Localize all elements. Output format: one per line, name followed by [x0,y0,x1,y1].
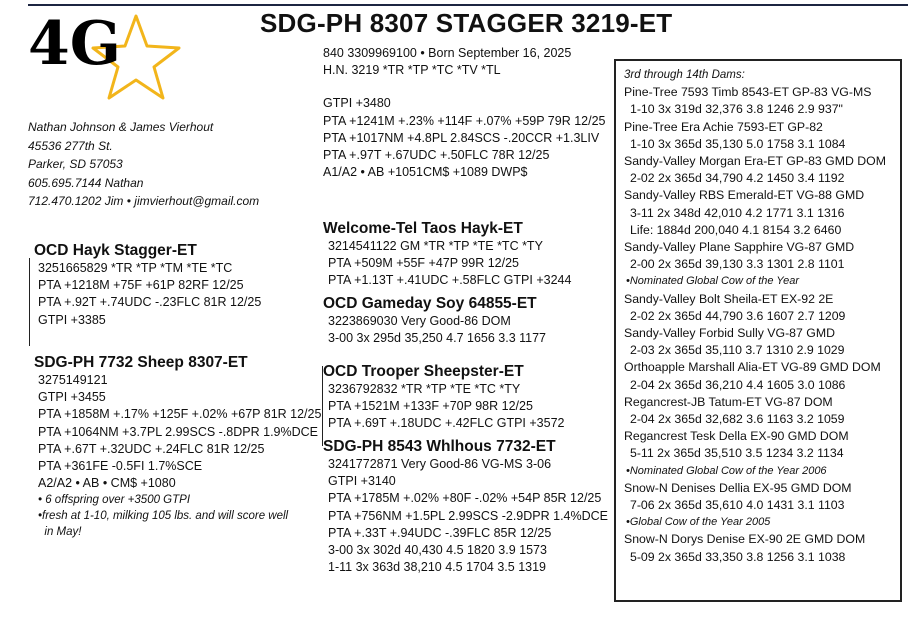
dam-ancestor-record: 7-06 2x 365d 35,610 4.0 1431 3.1 1103 [630,498,845,513]
dam-ancestor-name: Regancrest Tesk Della EX-90 GMD DOM [624,429,849,444]
dam-ancestor-record: Life: 1884d 200,040 4.1 8154 3.2 6460 [630,222,842,237]
animal-info [323,45,606,181]
contact-phone-jim-email: 712.470.1202 Jim • jimvierhout@gmail.com [28,194,260,208]
sires-sire-line: PTA +1.13T +.41UDC +.58FLC GTPI +3244 [328,273,572,288]
dam-note: •fresh at 1-10, milking 105 lbs. and will score well [38,510,289,523]
dams-dam-block [323,438,608,576]
dam-ancestor-name: Sandy-Valley RBS Emerald-ET VG-88 GMD [624,188,865,203]
sire-line: PTA +.92T +.74UDC -.23FLC 81R 12/25 [38,295,262,310]
dam-line: A2/A2 • AB • CM$ +1080 [38,476,176,491]
dam-ancestor-name: Sandy-Valley Bolt Sheila-ET EX-92 2E [624,291,834,306]
registration-line: 840 3309969100 • Born September 16, 2025 [323,46,572,60]
contact-info [28,118,259,211]
pta-line: PTA +1017NM +4.8PL 2.84SCS -.20CCR +1.3LIV [323,130,600,145]
dam-ancestor-record: 2-02 2x 365d 44,790 3.6 1607 2.7 1209 [630,308,846,323]
pedigree-connector [29,258,30,346]
sires-dam-line: 3-00 3x 295d 35,250 4.7 1656 3.3 1177 [328,331,547,346]
dams-sire-line: 3236792832 *TR *TP *TE *TC *TY [328,382,521,396]
sires-dam-block [323,295,546,347]
spacer [323,79,606,95]
dams-dam-line: GTPI +3140 [328,474,396,489]
dam-ancestor-name: Sandy-Valley Plane Sapphire VG-87 GMD [624,240,855,255]
sires-sire-name: Welcome-Tel Taos Hayk-ET [323,220,523,237]
logo-text: 4G [28,9,121,79]
dam-ancestor-name: Pine-Tree Era Achie 7593-ET GP-82 [624,119,823,134]
dams-box [614,59,902,602]
herd-number-line: H.N. 3219 *TR *TP *TC *TV *TL [323,63,501,78]
dams-dam-line: 3241772871 Very Good-86 VG-MS 3-06 [328,457,552,471]
dam-note: • 6 offspring over +3500 GTPI [38,494,191,507]
dam-line: 3275149121 [38,373,108,387]
genotype-line: A1/A2 • AB +1051CM$ +1089 DWP$ [323,165,528,180]
dams-heading: 3rd through 14th Dams: [624,69,745,81]
dam-line: PTA +.67T +.32UDC +.24FLC 81R 12/25 [38,441,265,456]
dam-ancestor-record: 5-09 2x 365d 33,350 3.8 1256 3.1 1038 [630,549,846,564]
dam-line: PTA +1064NM +3.7PL 2.99SCS -.8DPR 1.9%DCE [38,424,318,439]
dams-dam-name: SDG-PH 8543 Whlhous 7732-ET [323,438,556,455]
dam-ancestor-name: Snow-N Dorys Denise EX-90 2E GMD DOM [624,532,866,547]
dam-ancestor-record: 1-10 3x 319d 32,376 3.8 1246 2.9 937" [630,102,843,117]
dam-line: GTPI +3455 [38,390,106,405]
dams-dam-line: PTA +756NM +1.5PL 2.99SCS -2.9DPR 1.4%DCE [328,508,608,523]
dam-ancestor-record: 1-10 3x 365d 35,130 5.0 1758 3.1 1084 [630,136,846,151]
dam-line: PTA +361FE -0.5FI 1.7%SCE [38,459,203,474]
dam-ancestor-note: •Nominated Global Cow of the Year 2006 [626,464,827,477]
dams-dam-line: 1-11 3x 363d 38,210 4.5 1704 3.5 1319 [328,560,547,575]
sire-block [34,242,261,329]
dam-ancestor-note: •Global Cow of the Year 2005 [626,516,771,529]
sire-line: 3251665829 *TR *TP *TM *TE *TC [38,261,233,275]
dam-block [34,354,321,540]
dam-ancestor-name: Orthoapple Marshall Alia-ET VG-89 GMD DOM [624,360,881,375]
dams-sire-name: OCD Trooper Sheepster-ET [323,363,524,380]
sire-line: GTPI +3385 [38,312,106,327]
dam-ancestor-name: Pine-Tree 7593 Timb 8543-ET GP-83 VG-MS [624,85,872,100]
dams-dam-line: PTA +1785M +.02% +80F -.02% +54P 85R 12/25 [328,491,602,506]
dam-ancestor-record: 2-03 2x 365d 35,110 3.7 1310 2.9 1029 [630,343,845,358]
gtpi-line: GTPI +3480 [323,96,391,111]
dam-ancestor-record: 2-00 2x 365d 39,130 3.3 1301 2.8 1101 [630,257,845,272]
sires-dam-line: 3223869030 Very Good-86 DOM [328,314,511,328]
dam-ancestor-name: Sandy-Valley Morgan Era-ET GP-83 GMD DOM [624,154,886,169]
dam-ancestor-record: 2-02 2x 365d 34,790 4.2 1450 3.4 1192 [630,171,845,186]
page-title: SDG-PH 8307 STAGGER 3219-ET [260,8,673,38]
contact-names: Nathan Johnson & James Vierhout [28,120,214,134]
dam-ancestor-record: 3-11 2x 348d 42,010 4.2 1771 3.1 1316 [630,205,845,220]
dam-name: SDG-PH 7732 Sheep 8307-ET [34,354,248,371]
dam-ancestor-record: 2-04 2x 365d 32,682 3.6 1163 3.2 1059 [630,412,845,427]
contact-street: 45536 277th St. [28,138,113,153]
sires-dam-name: OCD Gameday Soy 64855-ET [323,295,537,312]
dam-ancestor-note: •Nominated Global Cow of the Year [626,275,800,288]
dams-dam-line: 3-00 3x 302d 40,430 4.5 1820 3.9 1573 [328,543,547,558]
header-rule [28,4,908,6]
dam-ancestor-name: Regancrest-JB Tatum-ET VG-87 DOM [624,394,833,409]
sires-sire-line: PTA +509M +55F +47P 99R 12/25 [328,256,519,271]
pta-line: PTA +1241M +.23% +114F +.07% +59P 79R 12/25 [323,113,606,128]
dam-ancestor-record: 2-04 2x 365d 36,210 4.4 1605 3.0 1086 [630,377,846,392]
dams-list [624,67,886,566]
contact-city: Parker, SD 57053 [28,157,123,171]
dam-note: in May! [38,526,82,539]
sires-sire-line: 3214541122 GM *TR *TP *TE *TC *TY [328,239,543,253]
dams-sire-line: PTA +.69T +.18UDC +.42FLC GTPI +3572 [328,416,565,431]
dams-sire-block [323,363,564,433]
dam-ancestor-name: Snow-N Denises Dellia EX-95 GMD DOM [624,480,852,495]
dam-ancestor-name: Sandy-Valley Forbid Sully VG-87 GMD [624,326,835,341]
dam-line: PTA +1858M +.17% +125F +.02% +67P 81R 12/25 [38,407,322,422]
sire-line: PTA +1218M +75F +61P 82RF 12/25 [38,278,244,293]
dams-sire-line: PTA +1521M +133F +70P 98R 12/25 [328,399,533,414]
contact-phone-nathan: 605.695.7144 Nathan [28,175,144,190]
pta-line: PTA +.97T +.67UDC +.50FLC 78R 12/25 [323,148,550,163]
dam-ancestor-record: 5-11 2x 365d 35,510 3.5 1234 3.2 1134 [630,446,844,461]
dams-dam-line: PTA +.33T +.94UDC -.39FLC 85R 12/25 [328,525,552,540]
sire-name: OCD Hayk Stagger-ET [34,242,197,259]
sires-sire-block [323,220,571,290]
